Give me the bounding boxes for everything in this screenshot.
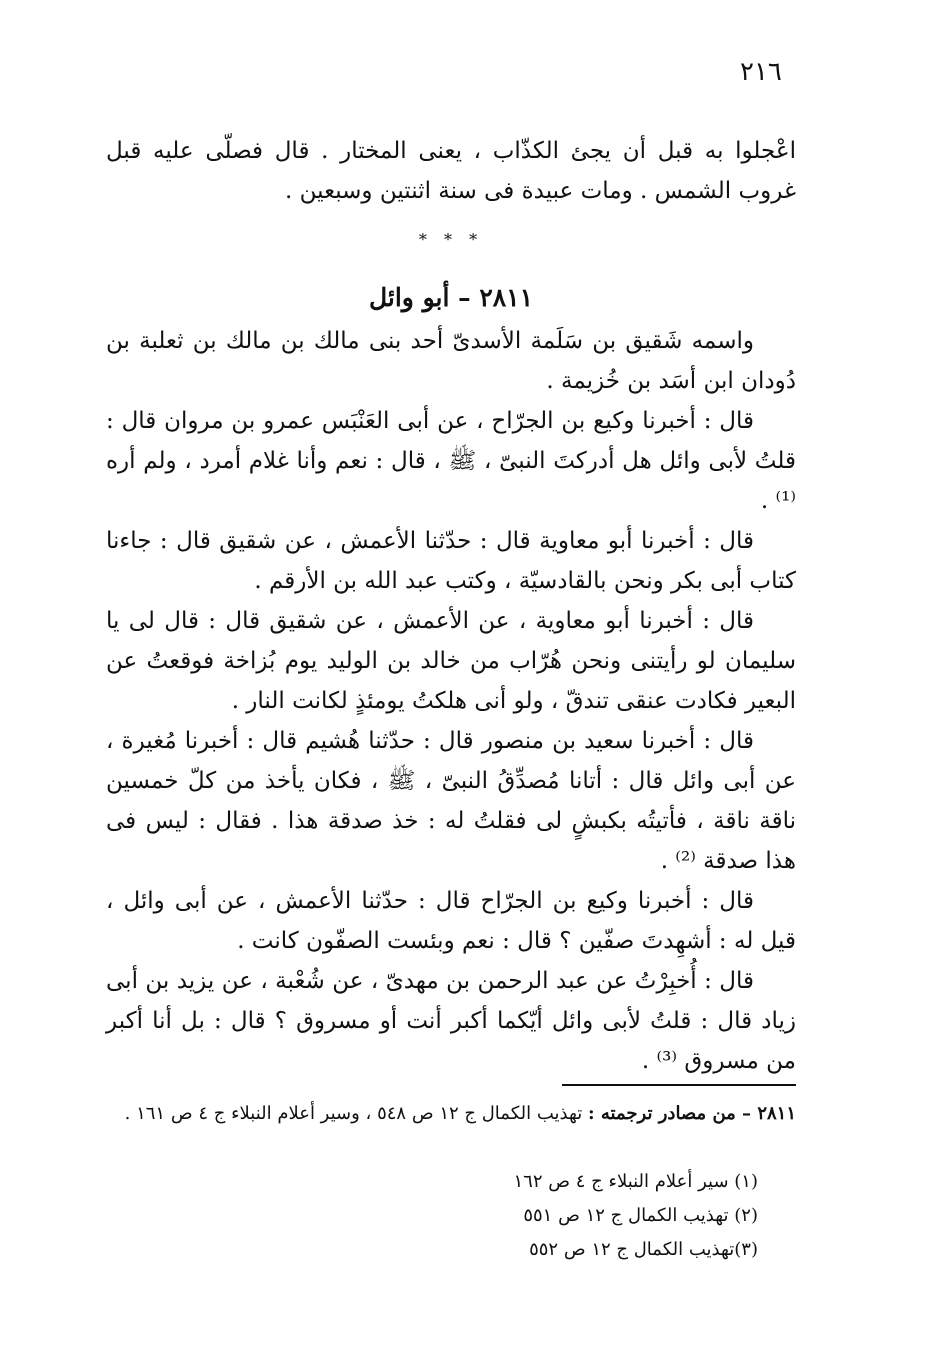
intro-text (106, 131, 796, 211)
intro-paragraph: اعْجلوا به قبل أن يجئ الكذّاب ، يعنى المختار . قال فصلّى عليه قبل غروب الشمس . ومات عبيدة فى سنة اثنتين وسبعين . (106, 138, 796, 204)
paragraph: قال : أُخبِرْتُ عن عبد الرحمن بن مهدىّ ، عن شُعْبة ، عن يزيد بن أبى زياد قال : قلتُ لأبى وائل أيّكما أكبر أنت أو مسروق ؟ قال : بل أنا أكبر من مسروق ⁽³⁾ . (106, 968, 796, 1074)
footnote-divider (562, 1084, 796, 1086)
paragraph: قال : أخبرنا وكيع بن الجرّاح ، عن أبى العَنْبَس عمرو بن مروان قال : قلتُ لأبى وائل هل أدركتَ النبىّ ، ﷺ ، قال : نعم وأنا غلام أمرد ، ولم أره ⁽¹⁾ . (106, 408, 796, 514)
entry-body (106, 321, 796, 1081)
footnote: (٣)تهذيب الكمال ج ١٢ ص ٥٥٢ (529, 1239, 758, 1260)
footnote: (١) سير أعلام النبلاء ج ٤ ص ١٦٢ (513, 1171, 758, 1192)
sources-note-text: تهذيب الكمال ج ١٢ ص ٥٤٨ ، وسير أعلام النبلاء ج ٤ ص ١٦١ . (124, 1103, 588, 1124)
footnote: (٢) تهذيب الكمال ج ١٢ ص ٥٥١ (523, 1205, 758, 1226)
paragraph: قال : أخبرنا سعيد بن منصور قال : حدّثنا هُشيم قال : أخبرنا مُغيرة ، عن أبى وائل قال : أتانا مُصدِّقُ النبىّ ، ﷺ ، فكان يأخذ من كلّ خمسين ناقة ناقة ، فأتيتُه بكبشٍ لى فقلتُ له : خذ صدقة هذا . فقال : ليس فى هذا صدقة ⁽²⁾ . (106, 728, 796, 874)
paragraph: قال : أخبرنا أبو معاوية قال : حدّثنا الأعمش ، عن شقيق قال : جاءنا كتاب أبى بكر ونحن بالقادسيّة ، وكتب عبد الله بن الأرقم . (106, 528, 796, 594)
paragraph: قال : أخبرنا أبو معاوية ، عن الأعمش ، عن شقيق قال : قال لى يا سليمان لو رأيتنى ونحن هُرّاب من خالد بن الوليد يوم بُزاخة فوقعتُ عن البعير فكادت عنقى تندقّ ، ولو أنى هلكتُ يومئذٍ لكانت النار . (106, 608, 796, 714)
page-number: ٢١٦ (740, 57, 782, 87)
paragraph: قال : أخبرنا وكيع بن الجرّاح قال : حدّثنا الأعمش ، عن أبى وائل ، قيل له : أشهِدتَ صفّين ؟ قال : نعم وبئست الصفّون كانت . (106, 888, 796, 954)
paragraph: واسمه شَقيق بن سَلَمة الأسدىّ أحد بنى مالك بن مالك بن ثعلبة بن دُودان ابن أسَد بن خُزيمة . (106, 328, 796, 394)
section-separator: * * * (418, 230, 484, 249)
sources-note (106, 1098, 796, 1130)
entry-heading: ٢٨١١ – أبو وائل (368, 283, 534, 312)
footnote-list (106, 1165, 758, 1267)
sources-note-label: ٢٨١١ – من مصادر ترجمته : (588, 1103, 796, 1124)
